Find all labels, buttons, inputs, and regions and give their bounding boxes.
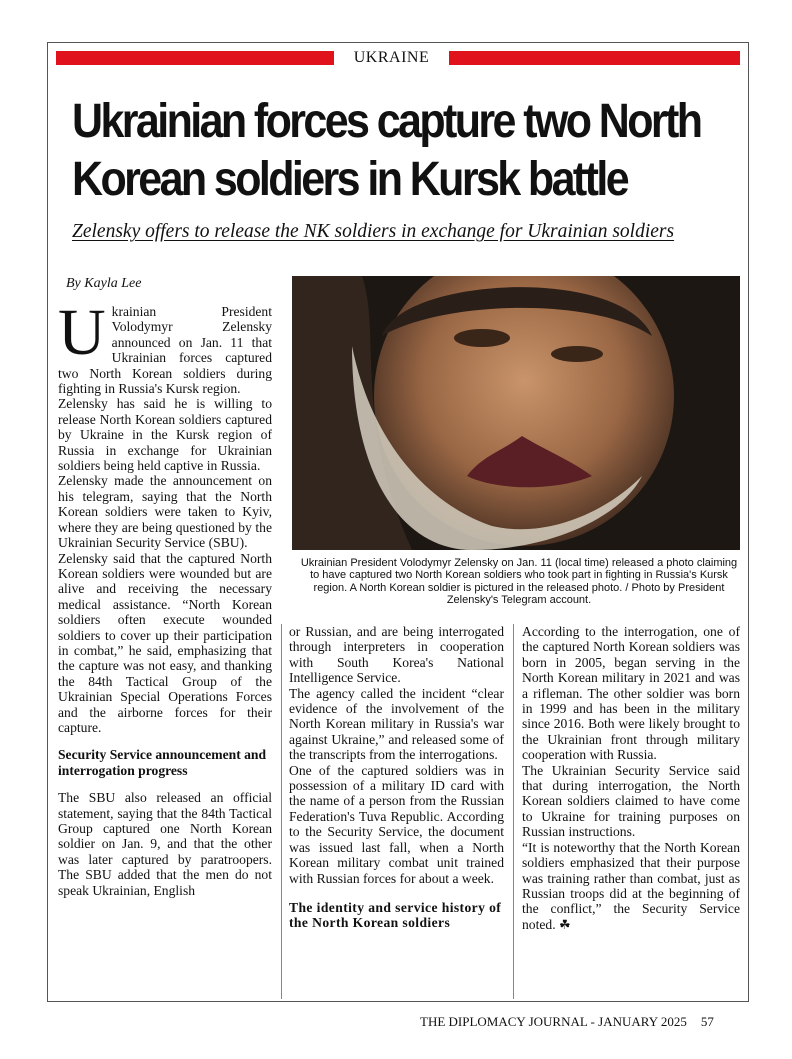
section-subheading: The identity and service history of the North Korean soldiers [289,899,502,931]
section-bar-right [449,51,740,65]
column-3 [522,624,740,932]
paragraph: One of the captured soldiers was in possession of a military ID card with the name of a person from the Russian Federation's Tuva Republic. According to the Security Service, the document was issued last fall, when a North Korean military combat unit trained with Russian forces for about a week. [289,762,504,886]
article-photo [292,276,740,550]
paragraph: The SBU also released an official statement, saying that the 84th Tactical Group captured one North Korean soldier on Jan. 9, and that the other was later captured by paratroopers. The SBU added that the men do not speak Ukrainian, English [58,790,272,898]
section-label: UKRAINE [353,49,430,66]
column-2 [289,624,504,931]
column-divider [513,624,514,999]
publication-name: THE DIPLOMACY JOURNAL - JANUARY 2025 [420,1014,687,1029]
paragraph: or Russian, and are being interrogated through interpreters in cooperation with South Korea's National Intelligence Service. [289,624,504,686]
paragraph-text: “It is noteworthy that the North Korean soldiers emphasized that their purpose was training rather than combat, just as Russian troops did at the beginning of the conflict,” the Security Service noted. [522,839,740,932]
paragraph: krainian President Volodymyr Zelensky announced on Jan. 11 that Ukrainian forces captured two North Korean soldiers during fighting in Russia's Kursk region. [58,304,272,397]
paragraph: Zelensky said that the captured North Korean soldiers were wounded but are alive and receiving the necessary medical assistance. “North Korean soldiers often execute wounded soldiers to cover up their participation in combat,” he said, emphasizing that the capture was not easy, and thanking the 84th Tactical Group of the Ukrainian Special Operations Forces and the airborne forces for their capture. [58,550,272,735]
drop-cap: U [58,296,106,369]
end-mark-icon: ☘ [559,916,571,932]
paragraph: The Ukrainian Security Service said that during interrogation, the North Korean soldiers claimed to have come to Ukraine for training purposes on Russian instructions. [522,762,740,840]
section-header [56,48,740,68]
paragraph: According to the interrogation, one of the captured North Korean soldiers was born in 2005, began serving in the North Korean military in 2021 and was a rifleman. The other soldier was born in 1999 and has been in the military since 2016. Both were likely brought to the Ukrainian front through military cooperation with Russia. [522,624,740,763]
paragraph: Zelensky has said he is willing to release North Korean soldiers captured by Ukraine in the Kursk region of Russia in exchange for Ukrainian soldiers being held captive in Russia. [58,396,272,474]
section-bar-left [56,51,334,65]
section-subheading: Security Service announcement and interrogation progress [58,747,267,778]
byline: By Kayla Lee [66,276,142,291]
column-divider [281,624,282,999]
page-footer [420,1014,714,1030]
soldier-photo-illustration [292,276,740,550]
subheadline: Zelensky offers to release the NK soldiers in exchange for Ukrainian soldiers [72,221,675,242]
paragraph: The agency called the incident “clear evidence of the involvement of the North Korean military in Russia's war against Ukraine,” and released some of the transcripts from the interrogations. [289,685,504,763]
column-1 [58,296,272,898]
paragraph: Zelensky made the announcement on his telegram, saying that the North Korean soldiers were taken to Kyiv, where they are being questioned by the Ukrainian Security Service (SBU). [58,473,272,551]
headline: Ukrainian forces capture two North Korean soldiers in Kursk battle [72,94,701,207]
paragraph [522,840,740,932]
page-number: 57 [700,1014,714,1029]
photo-caption: Ukrainian President Volodymyr Zelensky on Jan. 11 (local time) released a photo claiming to have captured two North Korean soldiers who took part in fighting in Russia's Kursk region. A North Korean soldier is pictured in the released photo. / Photo by President Zelensky's Telegram account. [300,557,738,607]
